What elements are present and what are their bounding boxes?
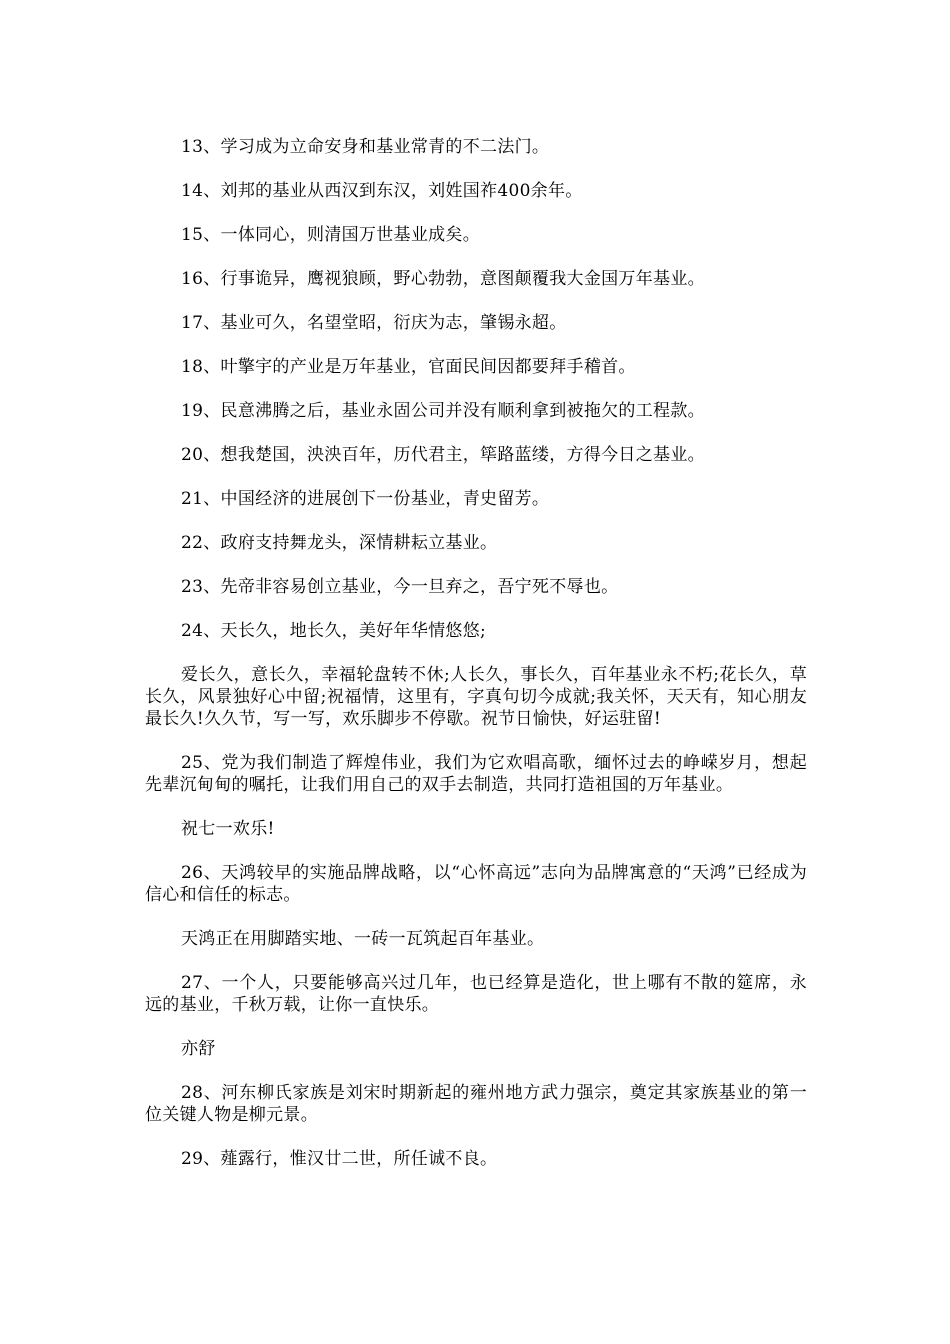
paragraph-18: 18、叶擎宇的产业是万年基业，官面民间因都要拜手稽首。 <box>181 357 636 377</box>
paragraph-15: 15、一体同心，则清国万世基业成矣。 <box>181 225 481 245</box>
paragraph-25: 25、党为我们制造了辉煌伟业，我们为它欢唱高歌，缅怀过去的峥嵘岁月，想起先辈沉甸甸的嘱托，让我们用自己的双手去制造，共同打造祖国的万年基业。 <box>145 753 807 795</box>
paragraph-24: 24、天长久，地长久，美好年华情悠悠; <box>181 621 487 641</box>
paragraph-29: 29、薤露行，惟汉廿二世，所任诚不良。 <box>181 1149 498 1169</box>
paragraph-27: 27、一个人，只要能够高兴过几年，也已经算是造化，世上哪有不散的筵席，永远的基业，千秋万载，让你一直快乐。 <box>145 973 807 1015</box>
paragraph-13: 13、学习成为立命安身和基业常青的不二法门。 <box>181 137 550 157</box>
paragraph-23: 23、先帝非容易创立基业，今一旦弃之，吾宁死不辱也。 <box>181 577 619 597</box>
paragraph-27-author: 亦舒 <box>181 1039 216 1059</box>
document-body <box>145 136 807 1192</box>
paragraph-24-continued: 爱长久，意长久，幸福轮盘转不休;人长久，事长久，百年基业永不朽;花长久，草长久，风景独好心中留;祝福情，这里有，字真句切今成就;我关怀，天天有，知心朋友最长久!久久节，写一写，欢乐脚步不停歇。祝节日愉快，好运驻留! <box>145 665 807 729</box>
paragraph-19: 19、民意沸腾之后，基业永固公司并没有顺利拿到被拖欠的工程款。 <box>181 401 705 421</box>
paragraph-26-continued: 天鸿正在用脚踏实地、一砖一瓦筑起百年基业。 <box>181 929 545 949</box>
paragraph-20: 20、想我楚国，泱泱百年，历代君主，筚路蓝缕，方得今日之基业。 <box>181 445 705 465</box>
paragraph-14: 14、刘邦的基业从西汉到东汉，刘姓国祚400余年。 <box>181 181 583 201</box>
paragraph-26: 26、天鸿较早的实施品牌战略，以“心怀高远”志向为品牌寓意的“天鸿”已经成为信心和信任的标志。 <box>145 863 807 905</box>
paragraph-25-blessing: 祝七一欢乐! <box>181 819 275 839</box>
paragraph-28: 28、河东柳氏家族是刘宋时期新起的雍州地方武力强宗，奠定其家族基业的第一位关键人物是柳元景。 <box>145 1083 807 1125</box>
paragraph-17: 17、基业可久，名望堂昭，衍庆为志，肇锡永超。 <box>181 313 567 333</box>
paragraph-22: 22、政府支持舞龙头，深情耕耘立基业。 <box>181 533 498 553</box>
paragraph-21: 21、中国经济的进展创下一份基业，青史留芳。 <box>181 489 550 509</box>
paragraph-16: 16、行事诡异，鹰视狼顾，野心勃勃，意图颠覆我大金国万年基业。 <box>181 269 705 289</box>
